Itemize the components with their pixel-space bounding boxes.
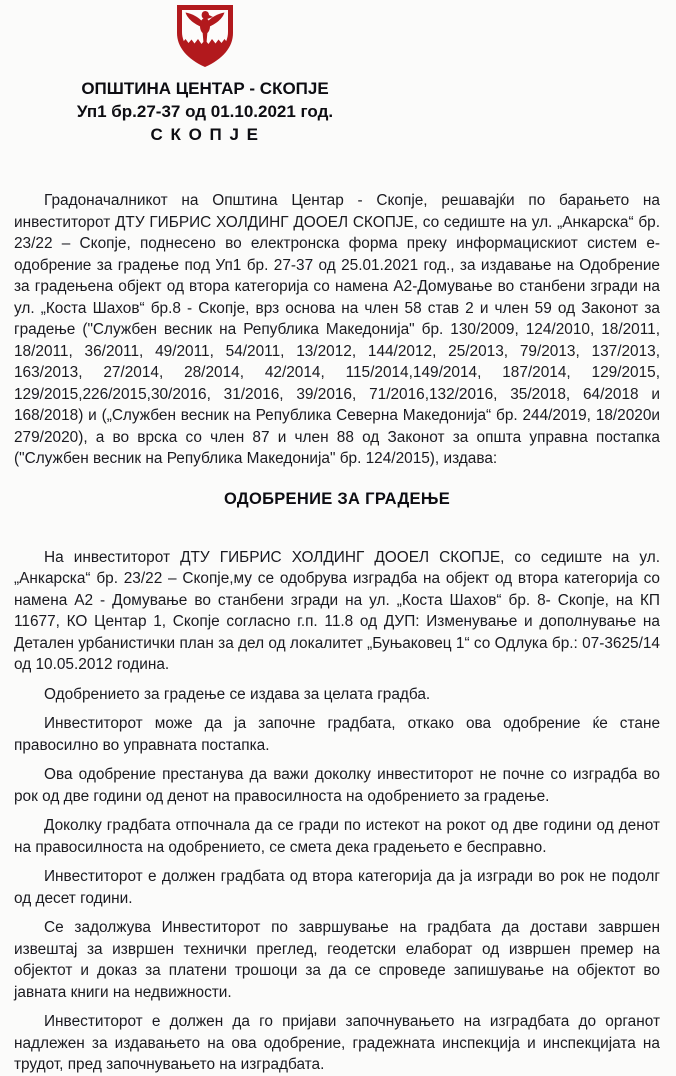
- paragraph-whole-building: Одобрението за градење се издава за целата градба.: [44, 685, 431, 703]
- document-title: ОДОБРЕНИЕ ЗА ГРАДЕЊЕ: [223, 489, 450, 508]
- paragraph-validity-expiry: Ова одобрение престанува да важи доколку инвеститорот не почне со изградба во рок од две години од денот на правосилноста на одобрението за градење.: [14, 766, 660, 805]
- city-name: С К О П Ј Е: [150, 125, 260, 144]
- paragraph-grant-of-permit: На инвеститорот ДТУ ГИБРИС ХОЛДИНГ ДООЕЛ СКОПЈЕ, со седиште на ул. „Анкарска“ бр. 23/22 – Скопје,му се одобрува изградба на објект од втора категорија со намена А2 - Домување во станбени згради на ул. „Коста Шахов“ бр. 8- Скопје, на КП 11677, КО Центар 1, Скопје согласно г.п. 11.8 од ДУП: Изменување и дополнување на Детален урбанистички план за дел од локалитет „Буњаковец 1“ со Одлука бр.: 07-3625/14 од 10.05.2012 година.: [14, 548, 660, 673]
- intro-paragraph: Градоначалникот на Општина Центар - Скопје, решавајќи по барањето на инвеститорот ДТУ ГИБРИС ХОЛДИНГ ДООЕЛ СКОПЈЕ, со седиште на ул. „Анкарска“ бр. 23/22 – Скопје, поднесено во електронска форма преку информацискиот систем е-одобрение за градење под Уп1 бр. 27-37 од 25.01.2021 год., за издавање на Одобрение за градењена објект од втора категорија со намена А2-Домување во станбени згради на ул. „Коста Шахов“ бр.8 - Скопје, врз основа на член 58 став 2 и член 59 од Законот за градење ("Службен весник на Република Македонија" бр. 130/2009, 124/2010, 18/2011, 18/2011, 36/2011, 49/2011, 54/2011, 13/2012, 144/2012, 25/2013, 79/2013, 137/2013, 163/2013, 27/2014, 28/2014, 42/2014, 115/2014,149/2014, 187/2014, 129/2015, 129/2015,226/2015,30/2016, 31/2016, 39/2016, 71/2016,132/2016, 35/2018, 64/2018 и 168/2018) и („Службен весник на Република Северна Македонија“ бр. 244/2019, 18/2020и 279/2020), а во врска со член 87 и член 88 од Законот за општа управна постапка ("Службен весник на Република Македонија" бр. 124/2015), издава:: [14, 192, 660, 467]
- paragraph-start-construction: Инвеститорот може да ја започне градбата, откако ова одобрение ќе стане правосилно во управната постапка.: [14, 715, 660, 754]
- paragraph-notify-authorities: Инвеститорот е должен да го пријави започнувањето на изградбата до органот надлежен за издавањето на ова одобрение, градежната инспекција и инспекцијата на трудот, пред започнувањето на изградбата.: [14, 1013, 660, 1073]
- municipality-coat-of-arms-icon: [173, 3, 237, 69]
- case-number-line: Уп1 бр.27-37 од 01.10.2021 год.: [76, 102, 334, 121]
- document-header: [40, 3, 370, 146]
- paragraph-final-report-obligation: Се задолжува Инвеститорот по завршување на градбата да достави завршен извештај за извршен технички преглед, геодетски елаборат од извршен премер на објектот и доказ за платени трошоци за да се спроведе запишување на објектот во јавната книги на недвижности.: [14, 919, 660, 1001]
- municipality-name: ОПШТИНА ЦЕНТАР - СКОПЈЕ: [81, 79, 329, 98]
- paragraph-ten-year-deadline: Инвеститорот е должен градбата од втора категорија да ја изгради во рок не подолг од десет години.: [14, 868, 660, 907]
- paragraph-illegal-construction: Доколку градбата отпочнала да се гради по истекот на рокот од две години од денот на правосилноста на одобрението, се смета дека градењето е бесправно.: [14, 817, 660, 856]
